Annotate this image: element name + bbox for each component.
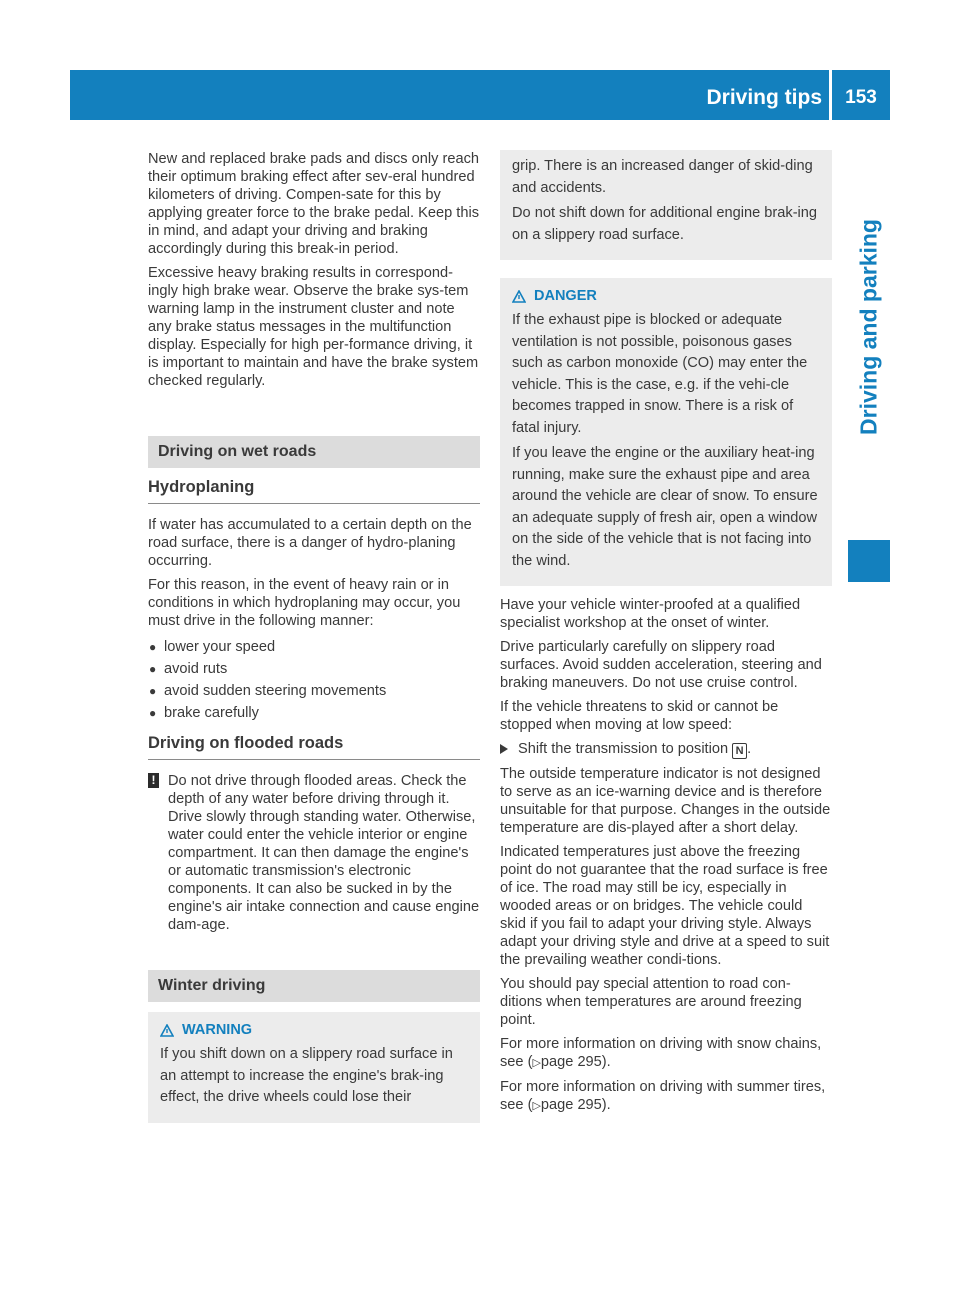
page-ref-icon: ▷: [532, 1100, 541, 1112]
left-column: [148, 150, 480, 1123]
warning-continued-text-2: Do not shift down for additional engine brak-ing on a slippery road surface.: [512, 205, 818, 243]
flooded-notice-text: Do not drive through flooded areas. Check the depth of any water before driving through it. Drive slowly through standing water. Otherwise, water could enter the vehicle interior or engine compartment. It can then damage the engine's or automatic transmission's electronic components. It can also be sucked in by the engine's air intake connection and cause engine dam-age.: [168, 773, 480, 933]
danger-box: [500, 278, 832, 586]
hydroplaning-heading: Hydroplaning: [148, 478, 480, 504]
flooded-notice: [148, 772, 480, 934]
drive-carefully-paragraph: Drive particularly carefully on slippery road surfaces. Avoid sudden acceleration, steering and braking maneuvers. Do not use cruise control.: [500, 639, 822, 691]
warning-box-continued: [500, 150, 832, 260]
list-item: ● brake carefully: [148, 702, 480, 724]
list-item: ● lower your speed: [148, 636, 480, 658]
danger-text-2: If you leave the engine or the auxiliary heat-ing running, make sure the exhaust pipe and area around the vehicle are clear of snow. To ensure an adequate supply of fresh air, open a window on the side of the vehicle that is not facing into the wind.: [512, 445, 818, 569]
hydroplaning-instructions-paragraph: For this reason, in the event of heavy rain or in conditions in which hydroplaning may occur, you must drive in the following manner:: [148, 577, 461, 629]
danger-triangle-icon: [512, 290, 526, 303]
page-number: 153: [845, 87, 877, 108]
step-arrow-icon: [500, 744, 508, 754]
gear-n-icon: N: [732, 743, 747, 759]
warning-text: If you shift down on a slippery road surface in an attempt to increase the engine's brak-ing effect, the drive wheels could lose their: [160, 1046, 453, 1105]
list-item: ● avoid ruts: [148, 658, 480, 680]
chapter-tab-label: Driving and parking: [855, 219, 882, 435]
summer-tires-page-link[interactable]: page 295: [540, 1097, 602, 1113]
winter-driving-heading: Winter driving: [148, 970, 480, 1002]
brake-intro-paragraph: New and replaced brake pads and discs only reach their optimum braking effect after sev-eral hundred kilometers of driving. Compen-sate for this by applying greater force to the brake pedal. Keep this in mind, and adapt your driving and braking accordingly during this break-in period.: [148, 151, 480, 257]
shift-instruction: Shift the transmission to position N .: [500, 740, 832, 759]
danger-label: DANGER: [534, 288, 597, 304]
brake-wear-paragraph: Excessive heavy braking results in correspond-ingly high brake wear. Observe the brake sys-tem warning lamp in the instrument cluster and note any brake status messages in the multifunction display. Especially for high per-formance driving, it is important to maintain and have the brake system checked regularly.: [148, 265, 479, 389]
winter-proofed-paragraph: Have your vehicle winter-proofed at a qualified specialist workshop at the onset of winter.: [500, 597, 801, 631]
warning-continued-text: grip. There is an increased danger of skid-ding and accidents.: [512, 158, 813, 196]
wet-roads-heading: Driving on wet roads: [148, 436, 480, 468]
snow-chains-page-link[interactable]: page 295: [540, 1054, 602, 1070]
hydroplaning-bullet-list: [148, 636, 480, 724]
hydroplaning-paragraph: If water has accumulated to a certain depth on the road surface, there is a danger of hydro-planing occurring.: [148, 517, 472, 569]
temp-indicator-paragraph: The outside temperature indicator is not designed to serve as an ice-warning device and is therefore unsuitable for that purpose. Changes in the outside temperature are dis-played after a short delay.: [500, 766, 831, 836]
flooded-roads-heading: Driving on flooded roads: [148, 734, 480, 760]
skid-paragraph: If the vehicle threatens to skid or cannot be stopped when moving at low speed:: [500, 699, 779, 733]
danger-text: If the exhaust pipe is blocked or adequate ventilation is not possible, poisonous gases such as carbon monoxide (CO) may enter the vehicle. This is the case, e.g. if the vehi-cle becomes trapped in snow. There is a risk of fatal injury.: [512, 312, 808, 436]
header-band: [70, 70, 890, 120]
danger-header: [512, 288, 822, 304]
warning-triangle-icon: [160, 1024, 174, 1037]
attention-paragraph: You should pay special attention to road con-ditions when temperatures are around freezing point.: [500, 976, 802, 1028]
bullet-icon: ●: [149, 662, 157, 676]
summer-tires-paragraph: For more information on driving with summer tires, see (▷page 295).: [500, 1079, 826, 1113]
warning-label: WARNING: [182, 1022, 253, 1038]
freezing-paragraph: Indicated temperatures just above the freezing point do not guarantee that the road surface is free of ice. The road may still be icy, especially in wooded areas or on bridges. The vehicle could skid if you fail to adapt your driving style. Always adapt your driving style and drive at a speed to suit the prevailing weather condi-tions.: [500, 844, 830, 968]
right-column: [500, 150, 832, 1121]
warning-header: [160, 1022, 470, 1038]
bullet-icon: ●: [149, 684, 157, 698]
bullet-icon: ●: [149, 640, 157, 654]
snow-chains-paragraph: For more information on driving with snow chains, see (▷page 295).: [500, 1036, 822, 1070]
exclamation-icon: !: [148, 773, 159, 788]
chapter-tab: [848, 122, 890, 532]
bullet-icon: ●: [149, 706, 157, 720]
warning-box: [148, 1012, 480, 1123]
section-title: Driving tips: [706, 86, 822, 109]
page-ref-icon: ▷: [532, 1057, 541, 1069]
list-item: ● avoid sudden steering movements: [148, 680, 480, 702]
chapter-marker-block: [848, 540, 890, 582]
